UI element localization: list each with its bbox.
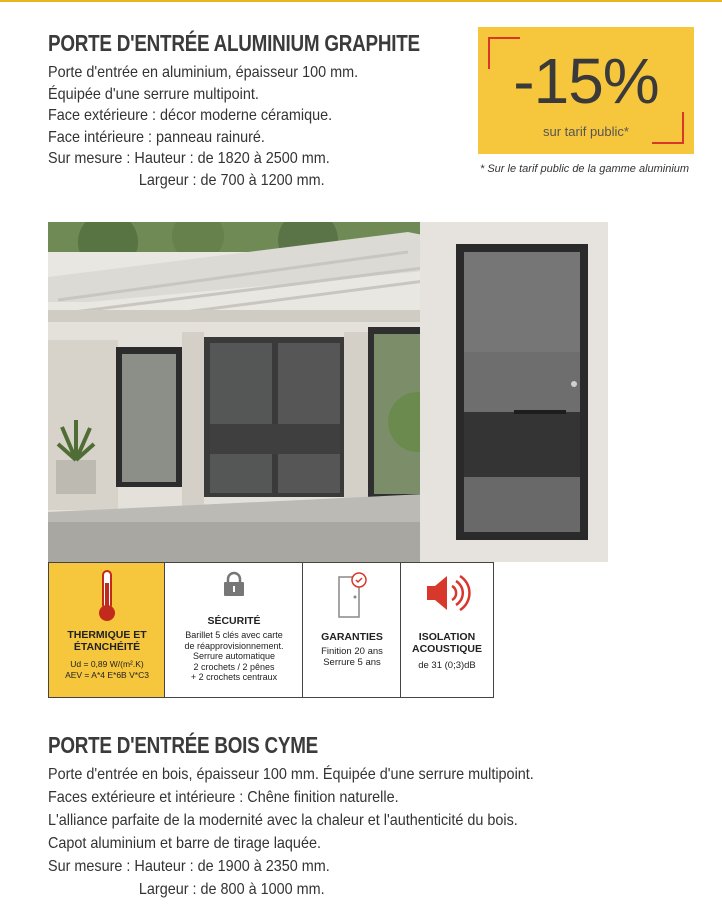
door-certificate-icon xyxy=(335,571,369,619)
product1-line: Face extérieure : décor moderne céramique. xyxy=(48,107,333,124)
product-photo xyxy=(48,222,608,562)
product2-line: Sur mesure : Hauteur : de 1900 à 2350 mm. xyxy=(48,858,330,875)
discount-subtitle: sur tarif public* xyxy=(543,124,629,139)
feature-acoustic xyxy=(401,563,493,697)
feature-thermal xyxy=(49,563,165,697)
speaker-icon xyxy=(425,573,471,613)
discount-value: -15% xyxy=(513,45,659,117)
discount-footnote: * Sur le tarif public de la gamme aluminium xyxy=(480,163,690,175)
house-with-door-illustration xyxy=(48,222,608,562)
feature-title: SÉCURITÉ xyxy=(207,615,261,627)
product1-title: PORTE D'ENTRÉE ALUMINIUM GRAPHITE xyxy=(48,30,420,56)
padlock-icon xyxy=(221,571,247,597)
discount-badge xyxy=(478,27,694,154)
top-accent-line xyxy=(0,0,722,2)
feature-title: THERMIQUE ET ÉTANCHÉITÉ xyxy=(67,629,147,653)
product1-line: Face intérieure : panneau rainuré. xyxy=(48,128,265,146)
feature-body: Barillet 5 clés avec carte de réapprovisionnement. Serrure automatique 2 crochets / 2 pênes + 2 crochets centraux xyxy=(184,630,284,682)
feature-warranty xyxy=(303,563,401,697)
feature-body: Finition 20 ans Serrure 5 ans xyxy=(321,646,383,668)
feature-body: Ud = 0,89 W/(m².K) AEV = A*4 E*6B V*C3 xyxy=(65,659,149,680)
feature-title: GARANTIES xyxy=(321,631,383,643)
product2-title: PORTE D'ENTRÉE BOIS CYME xyxy=(48,732,318,758)
product2-line: Capot aluminium et barre de tirage laquée. xyxy=(48,835,321,852)
feature-security xyxy=(165,563,303,697)
product2-description xyxy=(48,763,588,901)
product2-line: Faces extérieure et intérieure : Chêne finition naturelle. xyxy=(48,789,399,806)
features-table xyxy=(48,562,494,698)
product1-description xyxy=(48,62,393,191)
thermometer-icon xyxy=(95,569,119,623)
feature-title: ISOLATION ACOUSTIQUE xyxy=(411,631,482,655)
product1-line: Porte d'entrée en aluminium, épaisseur 100 mm. xyxy=(48,64,359,81)
product2-line: L'alliance parfaite de la modernité avec la chaleur et l'authenticité du bois. xyxy=(48,812,518,829)
feature-body: de 31 (0;3)dB xyxy=(418,660,476,671)
product1-width-line: Largeur : de 700 à 1200 mm. xyxy=(138,171,325,189)
product2-line: Porte d'entrée en bois, épaisseur 100 mm. Équipée d'une serrure multipoint. xyxy=(48,766,534,783)
product1-line: Équipée d'une serrure multipoint. xyxy=(48,85,259,103)
product1-line: Sur mesure : Hauteur : de 1820 à 2500 mm. xyxy=(48,150,330,167)
product2-width-line: Largeur : de 800 à 1000 mm. xyxy=(138,881,325,898)
